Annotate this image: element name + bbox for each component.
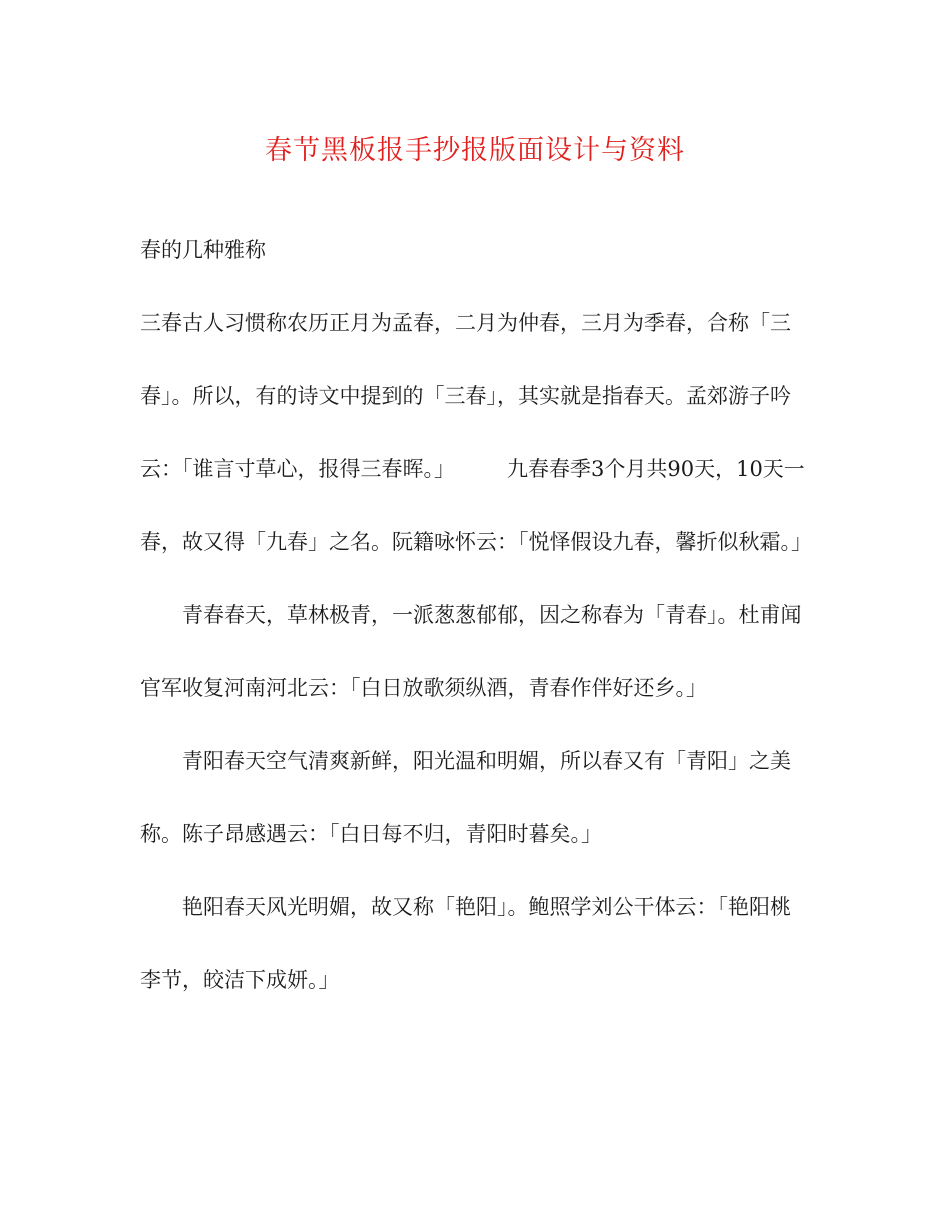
- paragraph-sanchun-jiuchun: [140, 287, 810, 579]
- paragraph-jiuchun-text: 九春春季3个月共90天，10天一春，故又得「九春」之名。阮籍咏怀云：「悦怿假设九春，馨折似秋霜。」: [140, 457, 812, 554]
- paragraph-qingyang: 青阳春天空气清爽新鲜，阳光温和明媚，所以春又有「青阳」之美称。陈子昂感遇云：「白日每不归，青阳时暮矣。」: [140, 749, 791, 846]
- paragraph-sanchun-text: 三春古人习惯称农历正月为孟春，二月为仲春，三月为季春，合称「三春」。所以，有的诗文中提到的「三春」，其实就是指春天。孟郊游子吟云：「谁言寸草心，报得三春晖。」: [140, 311, 791, 481]
- document-body: [140, 214, 810, 1017]
- section-heading: 春的几种雅称: [140, 238, 266, 262]
- document-title: 春节黑板报手抄报版面设计与资料: [265, 135, 685, 166]
- paragraph-yanyang: 艳阳春天风光明媚，故又称「艳阳」。鲍照学刘公干体云：「艳阳桃李节，皎洁下成妍。」: [140, 895, 791, 992]
- paragraph-qingchun: 青春春天，草林极青，一派葱葱郁郁，因之称春为「青春」。杜甫闻官军收复河南河北云：「白日放歌须纵酒，青春作伴好还乡。」: [140, 603, 802, 700]
